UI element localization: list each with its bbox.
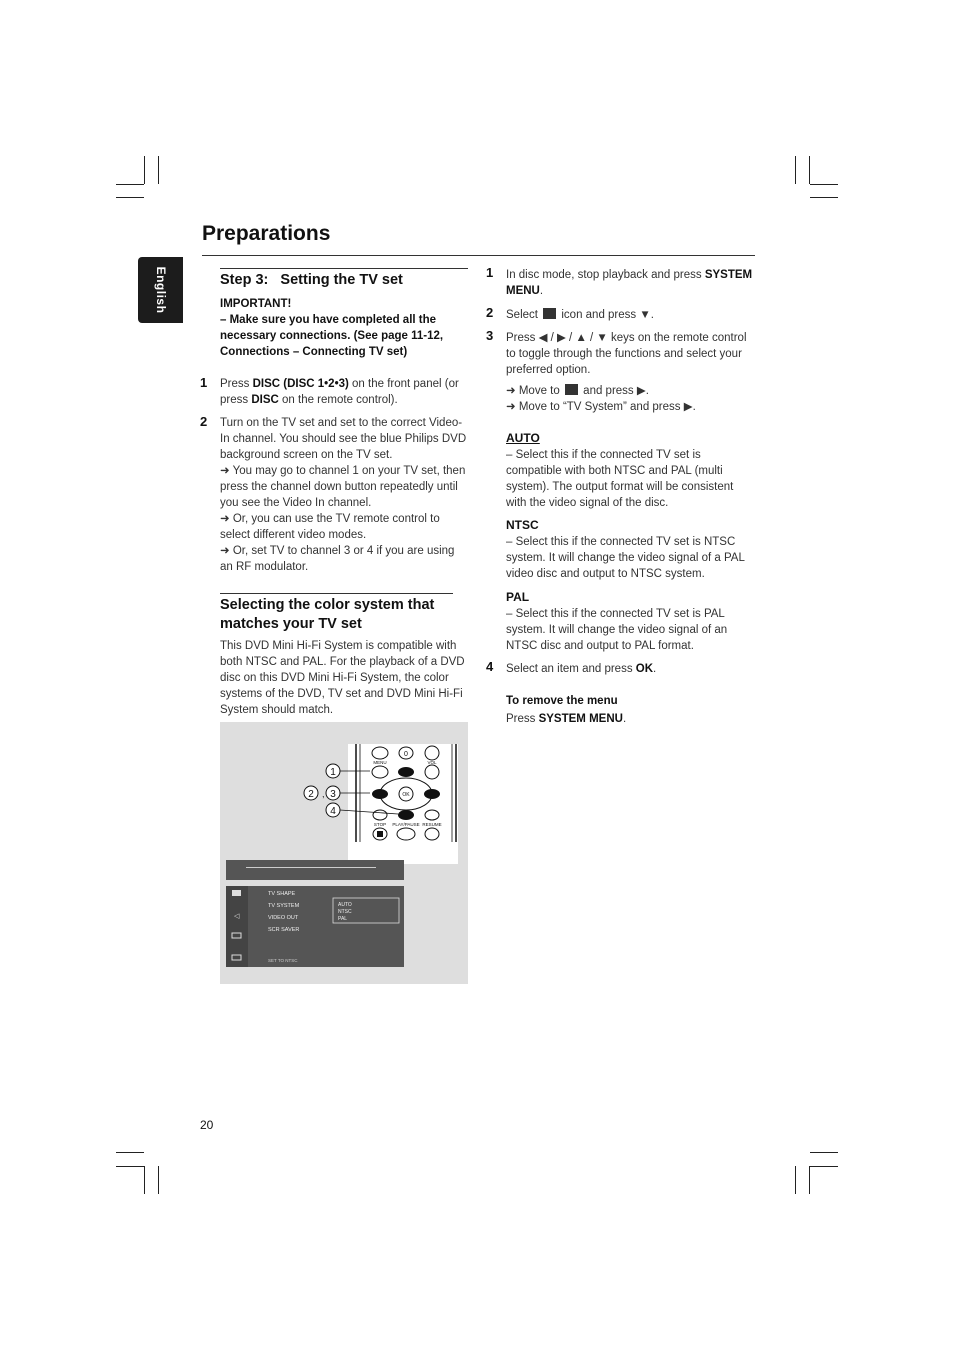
step-text: Press ◀ / ▶ / ▲ / ▼ keys on the remote control to toggle through the functions and select your preferred option. [506,332,747,376]
color-system-heading: Selecting the color system that matches your TV set [220,597,435,632]
menu-item: SCR SAVER [268,927,300,933]
crop-mark [809,1166,810,1194]
step3-item-1 [220,376,470,408]
language-tab [138,257,183,323]
crop-mark [809,156,810,184]
crop-mark [144,1166,145,1194]
title-rule [202,255,755,256]
arrow-right-icon: ➜ [506,385,519,397]
arrow-right-icon: ➜ [220,545,233,557]
right-button [424,789,440,799]
arrow-right-icon: ➜ [506,401,519,413]
right-step-1 [506,267,756,299]
disc-button-label: DISC (DISC 1•2•3) [252,378,349,390]
submenu-option: AUTO [338,902,352,908]
important-text: – Make sure you have completed all the necessary connections. (See page 11-12, Connections – Connecting TV set) [220,314,444,358]
setup-menu-icon [543,308,556,319]
page-title: Preparations [202,222,331,245]
step-number: 1 [486,265,494,280]
remove-menu-heading: To remove the menu [506,695,618,707]
step-text: Select an item and press [506,663,636,675]
important-block [220,296,470,360]
up-button [398,767,414,777]
remote-label: RESUME [422,822,442,827]
step-text: icon and press ▼. [558,309,654,321]
callout-separator: , [322,789,325,799]
callout-label: 3 [330,789,336,800]
step3-item-2 [220,415,470,575]
step-number: 4 [486,659,494,674]
crop-mark [158,156,159,184]
step-text: . [539,285,544,297]
menu-button [372,766,388,778]
right-step-2 [506,307,756,323]
step3-heading: Step 3: Setting the TV set [220,272,403,288]
language-tab-label: English [153,266,168,314]
remove-menu-text: Press SYSTEM MENU. [506,713,627,725]
pal-label: PAL [506,590,530,604]
ok-label: OK [635,663,654,675]
color-system-body: This DVD Mini Hi-Fi System is compatible with both NTSC and PAL. For the playback of a DVD disc on this DVD Mini Hi-Fi System, the color systems of the DVD, TV set and DVD Mini Hi-Fi System should match. [220,640,465,716]
crop-mark [158,1166,159,1194]
step-text: Select [506,309,542,321]
auto-label: AUTO [506,431,540,445]
menu-top-bar [226,860,404,880]
crop-mark [144,156,145,184]
menu-item: TV SYSTEM [268,903,300,909]
right-step-3 [506,330,756,415]
step3-rule [220,268,468,269]
step-number: 1 [200,375,208,390]
crop-mark [795,1166,796,1194]
arrow-note: ➜ Move to “TV System” and press ▶. [506,401,696,413]
crop-mark [810,184,838,185]
arrow-right-icon: ➜ [220,465,233,477]
vol-up-button [425,746,439,760]
picture-icon [232,890,241,896]
crop-mark [810,197,838,198]
down-button [398,810,414,820]
ntsc-label: NTSC [506,518,539,532]
status-text: SET TO NTSC [268,958,298,963]
step-text: on the front panel (or press [220,378,459,406]
important-label: IMPORTANT! [220,298,292,310]
vol-down-button [425,765,439,779]
remote-body [348,744,458,864]
disc-label: DISC [251,394,279,406]
step-text: Turn on the TV set and set to the correct Video-In channel. You should see the blue Philips DVD background screen on the TV set. [220,417,467,461]
speaker-icon: ◁ [234,913,240,920]
remote-label: 0 [404,751,408,758]
menu-item: VIDEO OUT [268,915,299,921]
ntsc-text: – Select this if the connected TV set is NTSC system. It will change the video signal of a PAL video disc and output to NTSC system. [506,536,745,580]
system-menu-label: SYSTEM MENU [506,269,753,297]
crop-mark [116,184,144,185]
color-system-rule [220,593,453,594]
remote-label: PLAY/PAUSE [392,822,420,827]
crop-mark [116,1166,144,1167]
system-menu-label: SYSTEM MENU [538,713,623,725]
callout-label: 1 [330,767,336,778]
page-number: 20 [200,1118,214,1132]
crop-mark [116,1152,144,1153]
pal-text: – Select this if the connected TV set is PAL system. It will change the video signal of an NTSC disc and output to PAL format. [506,608,728,652]
remote-label: OK [402,792,410,798]
auto-text: – Select this if the connected TV set is compatible with both NTSC and PAL (multi system). The output format will be consistent with the video signal of the disc. [506,449,734,509]
submenu-option: PAL [338,916,348,922]
remote-and-menu-figure [220,722,468,984]
arrow-note: ➜ Or, you can use the TV remote control to select different video modes. [220,513,440,541]
crop-mark [116,197,144,198]
submenu-option: NTSC [338,909,352,915]
callout-label: 2 [308,789,314,800]
arrow-note: ➜ Move to and press ▶. [506,385,649,397]
arrow-note: ➜ You may go to channel 1 on your TV set, then press the channel down button repeatedly until you see the Video In channel. [220,465,466,509]
remote-label: STOP [373,822,387,827]
remote-label: MENU [373,760,387,765]
figure-illustration [220,722,468,984]
callout-label: 4 [330,806,336,817]
crop-mark [795,156,796,184]
step-text: on the remote control). [278,394,398,406]
left-button [372,789,388,799]
remote-label: VOL [427,760,437,765]
step-text: In disc mode, stop playback and press [506,269,705,281]
setup-menu-icon [565,384,578,395]
arrow-right-icon: ➜ [220,513,233,525]
step-text: Press [220,378,253,390]
step-number: 3 [486,328,494,343]
system-menu-button [372,747,388,759]
crop-mark [810,1166,838,1167]
arrow-note: ➜ Or, set TV to channel 3 or 4 if you are using an RF modulator. [220,545,455,573]
step-number: 2 [486,305,494,320]
step-text: . [653,663,657,675]
menu-item: TV SHAPE [268,891,296,897]
step-number: 2 [200,414,208,429]
resume-button [425,828,439,840]
play-pause-button [397,828,415,840]
crop-mark [810,1152,838,1153]
right-step-4 [506,661,756,677]
